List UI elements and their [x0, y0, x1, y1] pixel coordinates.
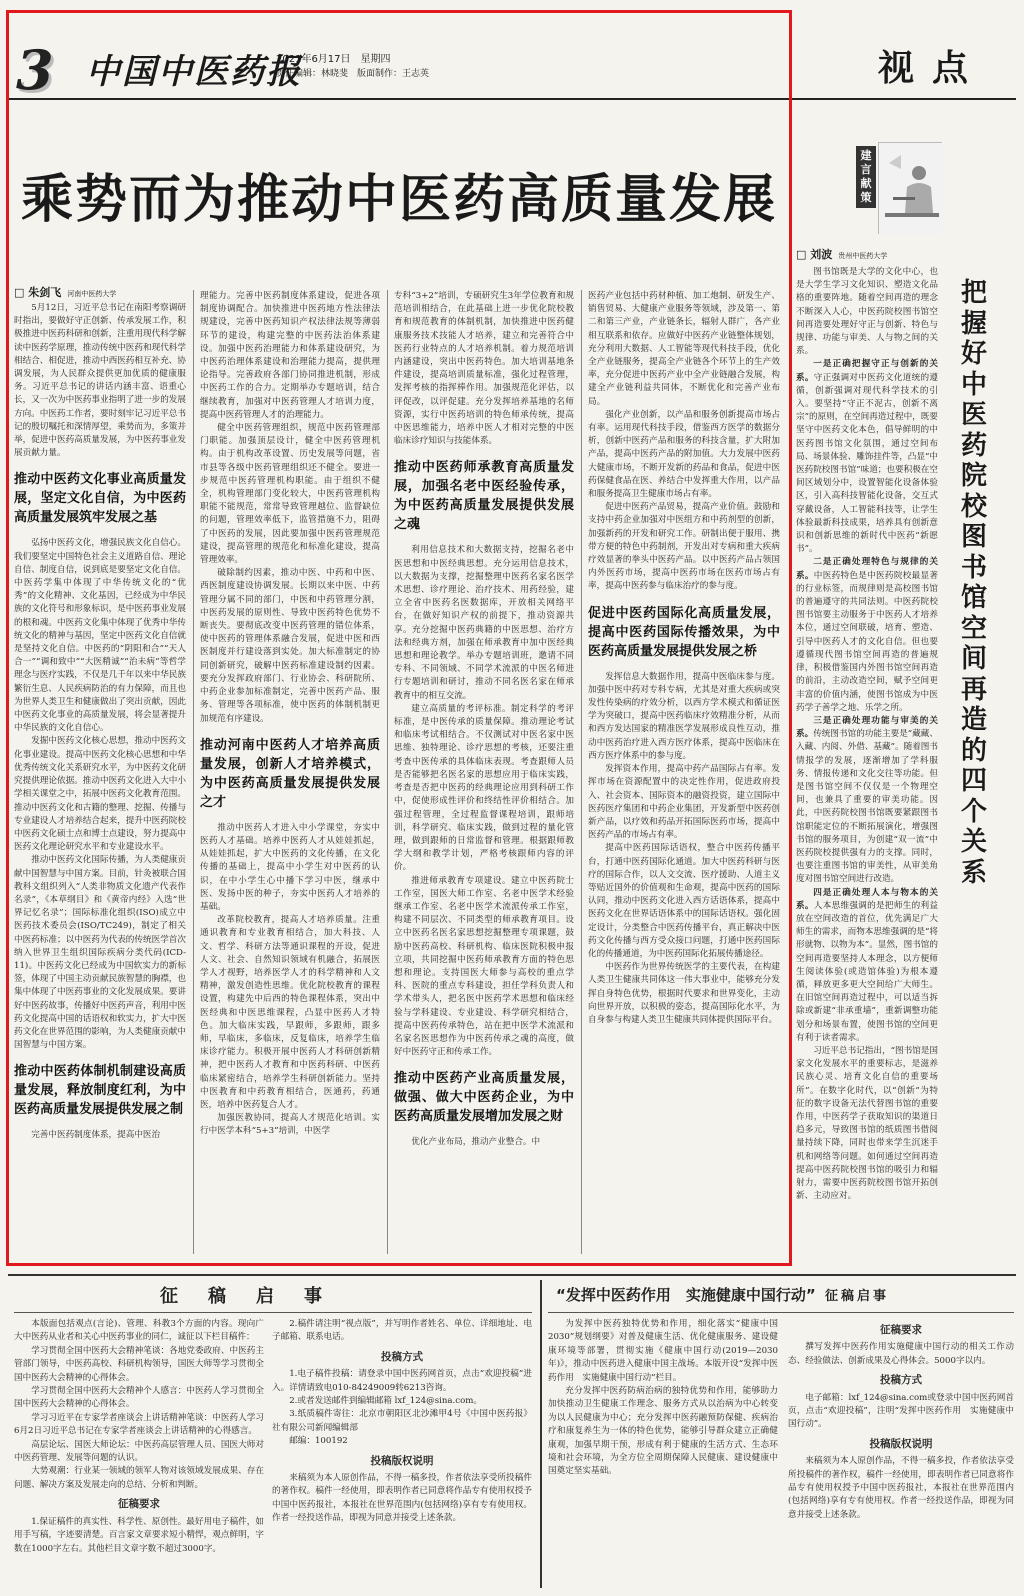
paragraph: 发挥信息大数据作用，提高中医临床参与度。加强中医中药对专科专病，尤其是对重大疾病或突发性传染病的疗效分析，以西方学术模式和循证医学为突破口，提高中医药临床疗效精准分析，从而和西方发达国家的精准医学发展形成良性互动，推动中医药治疗进入西方医疗体系，提高中医临床在西方医疗体系中的参与度。 — [588, 671, 780, 761]
campaign-title-tail: 征稿启事 — [824, 1289, 889, 1304]
paragraph: 守正强调对中医药文化道统的遵循，创新强调对现代科学技术的引入。要坚持“守正不泥古，创新不离宗”的原则，在空间再造过程中，既要坚守中医药文化本色，倡导鲜明的中医药图书馆文化氛围，通过空间布局、场景体验、雕饰挂件等，凸显“中医药院校图书馆”味道；也要积极在空间区域划分中，设置智能化设备体验区，引入高科技智能化设备，交互式穿戴设备，人工智能科技等，让学生体验最新科技成果，培养具有创新意识和创新思维的新时代中医药“新愿书”。 — [796, 372, 938, 555]
side-author: □ 刘波 — [796, 248, 833, 261]
bottom-right-col-2 — [788, 1318, 1014, 1588]
subheading: 推动中医药体制机制建设高质量发展，释放制度红利，为中医药高质量发展提供发展之制 — [14, 1064, 186, 1118]
bottom-right-title — [556, 1284, 889, 1305]
paragraph: 5月12日，习近平总书记在南阳考察调研时指出，要做好守正创新、传承发展工作，积极推进中医药科研和创新，注重用现代科学解读中医药学原理，推动传统中医药和现代科学相结合、相促进，推动中西医药相互补充、协调发展，为人民群众提供更加优质的健康服务。习近平总书记的讲话内涵丰富、语重心长，又一次为中医药事业指明了进一步的发展方向。中医药工作者，要时刻牢记习近平总书记的殷切嘱托和深情厚望，乘势而为，多策并举，促进中医药高质量发展，为中医药事业发展贡献力量。 — [14, 303, 186, 459]
paragraph: 2.稿件请注明“视点版”，并写明作者姓名、单位、详细地址、电子邮箱、联系电话。 — [272, 1319, 532, 1343]
paragraph: 2.或者发送邮件到编辑邮箱 lxf_124@sina.com。 — [289, 1396, 482, 1407]
paragraph: 发掘中医药文化核心思想，推动中医药文化事业建设。提高中医药文化核心思想和中华优秀传统文化关系研究水平，为中医药文化研究提供理论依据。推动中医药文化进入大中小学相关课堂之中，拓展中医药文化教育范围。推动中医药文化和古籍的整理、挖掘、传播与专业建设人才培养结合起来，提升中医药院校中医药文化硕士点和博士点建设，努力提高中医药文化理论研究水平和专业建设水平。 — [14, 736, 186, 853]
paragraph: 1.保证稿件的真实性、科学性、原创性。最好用电子稿件，如用手写稿，字迹要清楚。百言家文章要求短小精悍，观点鲜明，字数在1000字左右。其他栏目文章字数不超过3000字。 — [14, 1516, 264, 1554]
title-char: 馆 — [960, 583, 987, 613]
side-affiliation: 贵州中医药大学 — [838, 252, 888, 260]
paragraph: 建立高质量的考评标准。制定科学的考评标准，是中医传承的质量保障。推动理论考试和临床考试相结合。不仅测试对中医名家中医思维、独特理论、诊疗思想的考核，还要注重考查中医传承的具体临床表现。考查跟师人员是否能够把名医名家的思想应用于临床实践，考查是否把中医药的经典理论应用到科研工作中，促使形成性评价和终结性评价相结合。加强过程管理，全过程监督课程培训，跟师培训，科学研究、临床实践，做到过程的量化管理，做到跟师的日常监督和管理。根据跟师教学大纲和教学计划，严格考核跟师内容的评价。 — [394, 703, 574, 873]
paragraph: 传统图书馆的功能主要是“藏藏、入藏、内阅、外借、基藏”。随着图书情报学的发展，逐渐增加了学科服务、情报传递和文化交往等功能。但是图书馆空间不仅仅是一个物理空间，也兼具了重要的审美功能。因此，中医药院校图书馆既要紧跟图书馆职能定位的不断拓展演化，增强图书馆的服务项目，为创建“双一流”中医药院校提供强有力的支撑。同时，也要注重图书馆的审美性，从审美角度对图书馆空间进行改造。 — [796, 729, 938, 885]
bottom-separator — [8, 1274, 1016, 1276]
paragraph: 习近平总书记指出，“图书馆是国家文化发展水平的重要标志，是滋养民族心灵、培育文化自信的重要场所”。在数字化时代，以“创新”为特征的数字设备无法代替图书馆的重要作用，中医药学子获取知识的渠道日趋多元，导致图书馆的纸质图书借阅量持续下降，同时也带来学生沉迷手机和网络等问题。如何通过空间再造提高中医药院校图书馆的吸引力和辐射力，需要中医药院校图书馆开拓创新、主动应对。 — [796, 1045, 938, 1202]
paragraph: 推动中医药文化国际传播，为人类健康贡献中国智慧与中国方案。目前，针灸被联合国教科文组织列入“人类非物质文化遗产代表作名录”，《本草纲目》和《黄帝内经》入选“世界记忆名录”；国际标准化组织(ISO)成立中医药技术委员会(ISO/TC249)，制定了相关中医药标准；以中医药为代表的传统医学首次纳入世界卫生组织国际疾病分类代码(ICD-11)。中医药文化已经成为中国软实力的新标签，体现了中国主动贡献民族智慧的胸襟，也集中体现了中医药事业的文化发展成果。要讲好中医药故事，传播好中医药声音，利用中医药文化提高中国的话语权和软实力，扩大中医药文化在世界范围的影响，为人类健康贡献中国智慧与中国方案。 — [14, 855, 186, 1051]
paragraph: 理能力。完善中医药制度体系建设，促进各项制度协调配合。加快推进中医药地方性法律法规建设，完善中医药知识产权法律法规等薄弱环节的建设，构建完整的中医药法治体系建设。加强中医药治理能力和体系建设研究，为中医药治理体系建设和治理能力提高，提供理论指导。完善政府各部门协同推进机制，形成中医药工作的合力。定期举办专题培训，结合继续教育，加强对中医药管理人才培训力度，提高中医药管理人才的治理能力。 — [200, 291, 380, 420]
side-column — [796, 266, 938, 1256]
issue-date: 2021年6月17日 星期四 — [276, 54, 391, 65]
subheading: 投稿方式 — [880, 1374, 922, 1387]
main-byline — [14, 284, 116, 300]
title-char: 图 — [960, 522, 987, 552]
main-column-3 — [394, 290, 574, 1254]
title-char: 间 — [960, 644, 987, 674]
paragraph: 完善中医药制度体系，提高中医治 — [31, 1130, 161, 1141]
paragraph: 中医药作为世界传统医学的主要代表，在构建人类卫生健康共同体这一伟大事业中，能够充分发挥自身特色优势，根据时代要求和世界变化，主动向世界开放，以积极的姿态，提高国际化水平，为自身参与构建人类卫生健康共同体提供国际平台。 — [588, 962, 780, 1025]
paragraph: 加强医教协同，提高人才规范化培训。实行中医学本科“5+3”培训，中医学 — [200, 1113, 380, 1137]
paragraph: 推进师承教育专项建设。建立中医药院士工作室，国医大师工作室、名老中医学术经验继承工作室、名老中医学术流派传承工作室，构建不同层次、不同类型的师承教育项目。设立中医药名医名家思想挖掘整理专项课题，鼓励中医药高校、科研机构、临床医院积极申报立项，共同挖掘中医药师承教育方面的特色思想和理论。支持国医大师参与高校的重点学科、医院的重点专科建设，担任学科负责人和学术带头人，把名医中医药学术思想和临床经验与学科建设、专业建设、科学研究相结合，提高中医药传承特色，站在把中医学术流派和名家名医思想作为中医药传承之魂的高度，做好中医药守正和传承工作。 — [394, 875, 574, 1058]
column-illustration — [878, 142, 942, 234]
title-char: 握 — [960, 308, 987, 339]
paragraph: 发挥资本作用，提高中药产品国际占有率。发挥市场在资源配置中的决定性作用，促进政府投入、社会资本、国际资本的融资投资，建立国际中医药医疗集团和中药企业集团，开发新型中医药创新产品，以疗效和药品开拓国际医药市场，提高中医药产品的市场占有率。 — [588, 764, 780, 841]
paragraph: 学习习近平在专家学者座谈会上讲话精神笔谈：中医药人学习6月2日习近平总书记在专家学者座谈会上讲话精神的心得感言。 — [14, 1412, 264, 1437]
title-char: 把 — [960, 278, 987, 308]
column-divider — [581, 290, 582, 1254]
paragraph: 提高中医药国际话语权，整合中医药传播平台，打通中医药国际化通道。加大中医药科研与医疗的国际合作，以人文交流、医疗援助、人道主义等贴近国外的价值观和生命观，提高中医药的国际认同，推动中医药文化进入西方话语体系，提高中医药文化在世界话语体系中的国际话语权。强化固定设计，分类整合中医药传播平台，真正解决中医药文化传播与西方受众接口问题，打通中医药国际化的传播通道，为中医药国际化拓展传播途径。 — [588, 843, 780, 959]
title-char: 造 — [960, 705, 987, 735]
column-tag: 建言献策 — [856, 146, 876, 208]
paragraph: 图书馆既是大学的文化中心，也是大学生学习文化知识、塑造文化品格的重要阵地。随着空间再造的理念不断深入人心，中医药院校图书馆空间再造要处理好守正与创新、特色与规律、功能与审美、人与物之间的关系。 — [796, 267, 938, 357]
rule-line — [548, 1312, 1014, 1313]
paragraph: 优化产业布局，推动产业整合。中 — [411, 1137, 541, 1148]
subheading: 征稿要求 — [118, 1498, 160, 1511]
paragraph: 学习贯彻全国中医药大会精神个人感言：中医药人学习贯彻全国中医药大会精神的心得体会。 — [14, 1386, 264, 1410]
main-headline: 乘势而为推动中医药高质量发展 — [20, 170, 777, 230]
paragraph: 改革院校教育，提高人才培养质量。注重通识教育和专业教育相结合，加大科技、人文、哲学、科研方法等通识课程的开设，促进人文、社会、自然知识领域有机融合，拓展医学人才视野，培养医学人才的科学精神和人文精神，激发创造性思维。优化院校教育的课程设置，构建先中后西的特色课程体系，突出中医经典和中医思维课程，凸显中医药人才特色。加大临床实践，早跟师，多跟师，跟多师，早临床，多临床，反复临床，培养学生临床诊疗能力。积极开展中医药人才科研创新精神，把中医药人才教育和中医药科研、中医药临床紧密结合，培养学生科研创新能力。坚持中医教育和中药教育相结合，医通药，药通医，培养中医药复合人才。 — [200, 915, 380, 1110]
title-char: 药 — [960, 430, 987, 461]
paragraph: 3.纸质稿件寄往：北京市朝阳区北沙滩甲4号《中国中医药报》社有限公司新闻编辑部 — [272, 1409, 532, 1433]
title-char: 个 — [960, 796, 987, 827]
title-char: 院 — [960, 461, 987, 491]
subheading: 投稿方式 — [381, 1350, 423, 1363]
subheading: 推动中医药文化事业高质量发展，坚定文化自信，为中医药高质量发展筑牢发展之基 — [14, 472, 186, 526]
title-char: 的 — [960, 735, 987, 766]
section-name: 视点 — [877, 47, 986, 89]
paragraph: 人本思维强调的是把师生的利益放在空间改造的首位，优先满足广大师生的需求，而物本思维强调的是“将形就物、以物为本”。显然，图书馆的空间再造要坚持人本理念，以方便师生阅读体验(或造馆体验)为根本遵循，释放更多更大空间给广大师生。在旧馆空间再造过程中，可以适当拆除或新建“非承重墙”，重新调整功能划分和场景布置，使图书馆的空间更有利于读者需求。 — [796, 900, 938, 1043]
title-char: 书 — [960, 552, 987, 583]
subheading: 推动中医药师承教育高质量发展，加强名老中医经验传承，为中医药高质量发展提供发展之魂 — [394, 460, 574, 533]
paragraph: 邮编：100192 — [289, 1436, 348, 1447]
main-author: □ 朱剑飞 — [14, 286, 62, 299]
paragraph: 健全中医药管理组织，规范中医药管理部门职能。加强顶层设计，健全中医药管理机构。由于机构改革设置、历史发展等问题，省市县等各级中医药管理组织还不健全。要进一步规范中医药管理机构职能。由于组织不健全，机构管理部门变化较大，中医药管理机构职能不能规范，常常导致管理越位、监督缺位的问题，管理效率低下，监管措施不力，阻碍了中医药的发展，因此要加强中医药管理规范建设，提高管理的规范化和标准化建设，提高管理效率。 — [200, 423, 380, 566]
main-affiliation: 河南中医药大学 — [67, 290, 117, 298]
person-reading-icon — [879, 143, 943, 235]
title-char: 好 — [960, 339, 987, 369]
paragraph: 为发挥中医药独特优势和作用，细化落实“健康中国2030”规划纲要》对普及健康生活、优化健康服务、建设健康环境等部署，贯彻实施《健康中国行动(2019—2030年)》，推动中医药进入健康中国主战场。本版开设“发挥中医药作用 实施健康中国行动”栏目。 — [548, 1319, 778, 1383]
paragraph: 专科“3+2”培训，专硕研究生3年学位教育和规范培训相结合，在此基础上进一步优化院校教育和规范教育的体制机制，加快推进中医药健康服务技术技能人才培养，建立和完善符合中医药行业特点的人才培养机制。着力规范培训内涵建设，突出中医药特色。加大培训基地条件建设，提高培训质量标准，强化过程管理，发挥考核的指挥棒作用。加强规范化评估，以评促改，以评促建。充分发挥培养基地的名师资源，实行中医药培训的特色师承传统，提高中医思维能力，培养中医人才相对完整的中医临床诊疗知识与技能体系。 — [394, 291, 574, 447]
subheading: 促进中医药国际化高质量发展，提高中医药国际传播效果，为中医药高质量发展提供发展之桥 — [588, 605, 780, 659]
bottom-left-col-2 — [272, 1318, 532, 1588]
lead-phrase: 二是正确处理特色与规律的关系。 — [796, 557, 938, 581]
paragraph: 医药产业包括中药材种植、加工炮制、研发生产、销售贸易、大健康产业服务等领域，涉及第一、第二和第三产业，产业链条长，辐射人群广，各产业相互联系和依存。应做好中医药产业链整体规划，充分利用大数据、人工智能等现代科技手段，优化全产业链服务，提高全产业链各个环节上的生产效率，充分促进中医药产业中全产业链融合发展，构建全产业链利益共同体，不断优化和完善产业布局。 — [588, 291, 780, 407]
main-column-4 — [588, 290, 780, 1254]
subheading: 推动河南中医药人才培养高质量发展，创新人才培养模式，为中医药高质量发展提供发展之才 — [200, 737, 380, 810]
paragraph: 破除制约因素，推动中医、中药和中医、西医制度建设协调发展。长期以来中医、中药管理分属不同的部门，中医和中药管理分割，中医药发展的原则性、导致中医药特色优势不断丧失。要彻底改变中医药管理的错位体系，使中医药的管理体系融合发展，促进中医和西医制度并行建设落到实处。加大标准制定的协同创新研究，破解中医药标准建设制约因素。要充分发挥政府部门、行业协会、科研院所、中药企业参加标准制定，完善中医药产品、服务、管理等各项标准，使中医药的体制机制更加规范有序建设。 — [200, 568, 380, 724]
paragraph: 撰写发挥中医药作用实施健康中国行动的相关工作动态、经验做法、创新成果及心得体会。5000字以内。 — [788, 1342, 1014, 1366]
side-article-title — [944, 278, 1004, 888]
title-char: 校 — [960, 491, 987, 522]
subheading: 推动中医药产业高质量发展，做强、做大中医药企业，为中医药高质量发展增加发展之财 — [394, 1071, 574, 1125]
column-divider — [387, 290, 388, 1254]
paragraph: 高层论坛、国医大师论坛：中医药高层管理人员、国医大师对中医药管理、发展等问题的认识。 — [14, 1439, 264, 1464]
title-char: 中 — [960, 369, 987, 400]
editors-line: 责任编辑：林晓斐 版面制作：王志英 — [276, 69, 430, 79]
page-number: 3 — [16, 38, 54, 102]
lead-phrase: 三是正确处理功能与审美的关系。 — [796, 715, 938, 740]
paragraph: 电子邮箱：lxf_124@sina.com或登录中国中医药网首页，点击“欢迎投稿”，注明“发挥中医药作用 实施健康中国行动”。 — [788, 1392, 1014, 1430]
title-char: 四 — [960, 766, 987, 796]
paragraph: 来稿须为本人原创作品，不得一稿多投，作者依法享受所投稿件的著作权，稿件一经使用，即表明作者已同意将作品专有使用权授予中国中医药报社，本报社在世界范围内(包括网络)享有专有使用权。作者一经投送作品，即视为同意并接受上述条款。 — [788, 1456, 1014, 1520]
paragraph: 推动中医药人才进入中小学课堂，夯实中医药人才基础。培养中医药人才从娃娃抓起，从娃娃抓起，扩大中医药的文化传播，在文化传播的基础上，提高中小学生对中医药的认识，在中小学生心中播下学习中医，继承中医、发扬中医的种子，夯实中医药人才培养的基础。 — [200, 822, 380, 912]
rule-line — [14, 1312, 532, 1313]
title-char: 系 — [960, 857, 987, 888]
paragraph: 充分发挥中医药防病治病的独特优势和作用，能够助力加快推动卫生健康工作理念、服务方式从以治病为中心转变为以人民健康为中心；充分发挥中医药融预防保健、疾病治疗和康复养生为一体的特色优势，能够引导群众建立正确健康观，加强早期干预，形成有利于健康的生活方式、生态环境和社会环境，为全方位全周期保障人民健康、建设健康中国奠定坚实基础。 — [548, 1386, 778, 1477]
subheading: 投稿版权说明 — [370, 1454, 434, 1467]
title-char: 关 — [960, 827, 987, 857]
paper-name: 中国中医药报 — [86, 52, 302, 92]
paragraph: 促进中医药产品贸易，提高产业价值。鼓励和支持中药企业加强对中医组方和中药剂型的创新，加强新药的开发和研究工作。研制出便于服用、携带方便的特色中药制剂，开发出对专病和重大疾病疗效显著的拳头中医药产品。以中医药产品占领国内外医药市场，提高中医药市场在医药市场占有率，提高中医药参与临床治疗的参与度。 — [588, 502, 780, 592]
title-char: 再 — [960, 674, 987, 705]
paragraph: 学习贯彻全国中医药大会精神笔谈：各地党委政府、中医药主管部门领导，中医药高校、科研机构领导，国医大师等学习贯彻全国中医药大会精神的心得体会。 — [14, 1345, 264, 1383]
paragraph: 本版面包括观点(言论)、管理、科教3个方面的内容。现向广大中医药从业者和关心中医药事业的同仁，诚征以下栏目稿件： — [14, 1319, 264, 1343]
lead-phrase: 一是正确把握守正与创新的关系。 — [796, 359, 938, 383]
column-divider — [193, 290, 194, 1254]
campaign-title: “发挥中医药作用 实施健康中国行动” — [556, 1286, 816, 1304]
title-char: 空 — [960, 613, 987, 644]
paragraph: 强化产业创新，以产品和服务创新提高市场占有率。运用现代科技手段，借鉴西方医学的数据分析，创新中医药产品和服务的科技含量，扩大附加产品，提高中医药产品的附加值。大力发展中医药大健康市场，不断开发新的药品和食品，促进中医药保健食品在医、养结合中发挥重大作用，以产品和服务提高卫生健康市场占有率。 — [588, 409, 780, 500]
subheading: 征稿要求 — [880, 1324, 922, 1336]
subheading: 投稿版权说明 — [869, 1437, 933, 1450]
bottom-left-col-1 — [14, 1318, 264, 1588]
paragraph: 弘扬中医药文化，增强民族文化自信心。我们要坚定中国特色社会主义道路自信、理论自信、制度自信，说到底是要坚定文化自信。中医药学集中体现了中华传统文化的“优秀”的文化精神、文化基因，已经成为中华民族的文化符号和形象标识，是中医药事业发展的根和魂。中医药文化集中体现了优秀中华传统文化的精神与基因，坚定中医药文化自信就是坚持文化自信。中医药的“阴阳和合”“天人合一”“调和致中”“大医精诚”“治未病”等哲学理念与医疗实践，不仅是几千年以来中华民族繁衍生息、人民疾病防治的有力保障，而且也为世界人类卫生和健康做出了突出贡献，因此中医药文化事业的高质量发展，将会显著提升中华民族的文化自信心。 — [14, 538, 186, 734]
bottom-left-title: 征 稿 启 事 — [160, 1286, 328, 1307]
main-column-2 — [200, 290, 380, 1254]
paragraph: 来稿须为本人原创作品，不得一稿多投，作者依法享受所投稿件的著作权。稿件一经使用，即表明作者已同意将作品专有使用权授予中国中医药报社，本报社在世界范围内(包括网络)享有专有使用权。作者一经投送作品，即视为同意并接受上述条款。 — [272, 1473, 532, 1524]
paragraph: 1.电子稿件投稿：请登录中国中医药网首页，点击“欢迎投稿”进入。详情请致电010-84249009转6213咨询。 — [272, 1369, 532, 1393]
column-divider — [540, 1280, 542, 1588]
paragraph: 中医药特色是中医药院校最显著的行业标签，而规律则是高校图书馆的普遍遵守的共同法则。中医药院校图书馆要主动服务于中医药人才培养本位，通过空间联破，培育、塑造、引导中医药人才的文化自信。但也要遵循现代图书馆空间再造的普遍规律，积极借鉴国内外图书馆空间再造的前沿，主动改造空间，赋予空间更丰富的价值内涵，使图书馆成为中医药学子善学之地、乐学之所。 — [796, 570, 938, 713]
paragraph: 利用信息技术和大数据支持，挖掘名老中医思想和中医经典思想。充分运用信息技术，以大数据为支撑，挖掘整理中医药名家名医学术思想、诊疗理论、治疗技术、用药经验，建立全省中医药名医数据库，开放相关网络平台，在做好知识产权的前提下，推动资源共享。充分挖掘中医药典籍的中医思想、治疗方法和经典方剂，加强在师承教育中加中医经典思想和理论教学。举办专题培训班，邀请不同专科、不同领域、不同学术流派的中医名师进行专题培训和研讨，推动不同名医名家在师承教育中的相互交流。 — [394, 545, 574, 701]
paragraph: 大势观潮：行业某一领域的领军人物对该领域发展成果、存在问题、解决方案及发展走向的总结、分析和判断。 — [14, 1466, 264, 1490]
side-byline — [796, 246, 887, 262]
title-char: 医 — [960, 400, 987, 430]
bottom-right-col-1 — [548, 1318, 778, 1588]
lead-phrase: 四是正确处理人本与物本的关系。 — [796, 887, 938, 911]
main-column-1 — [14, 302, 186, 1254]
